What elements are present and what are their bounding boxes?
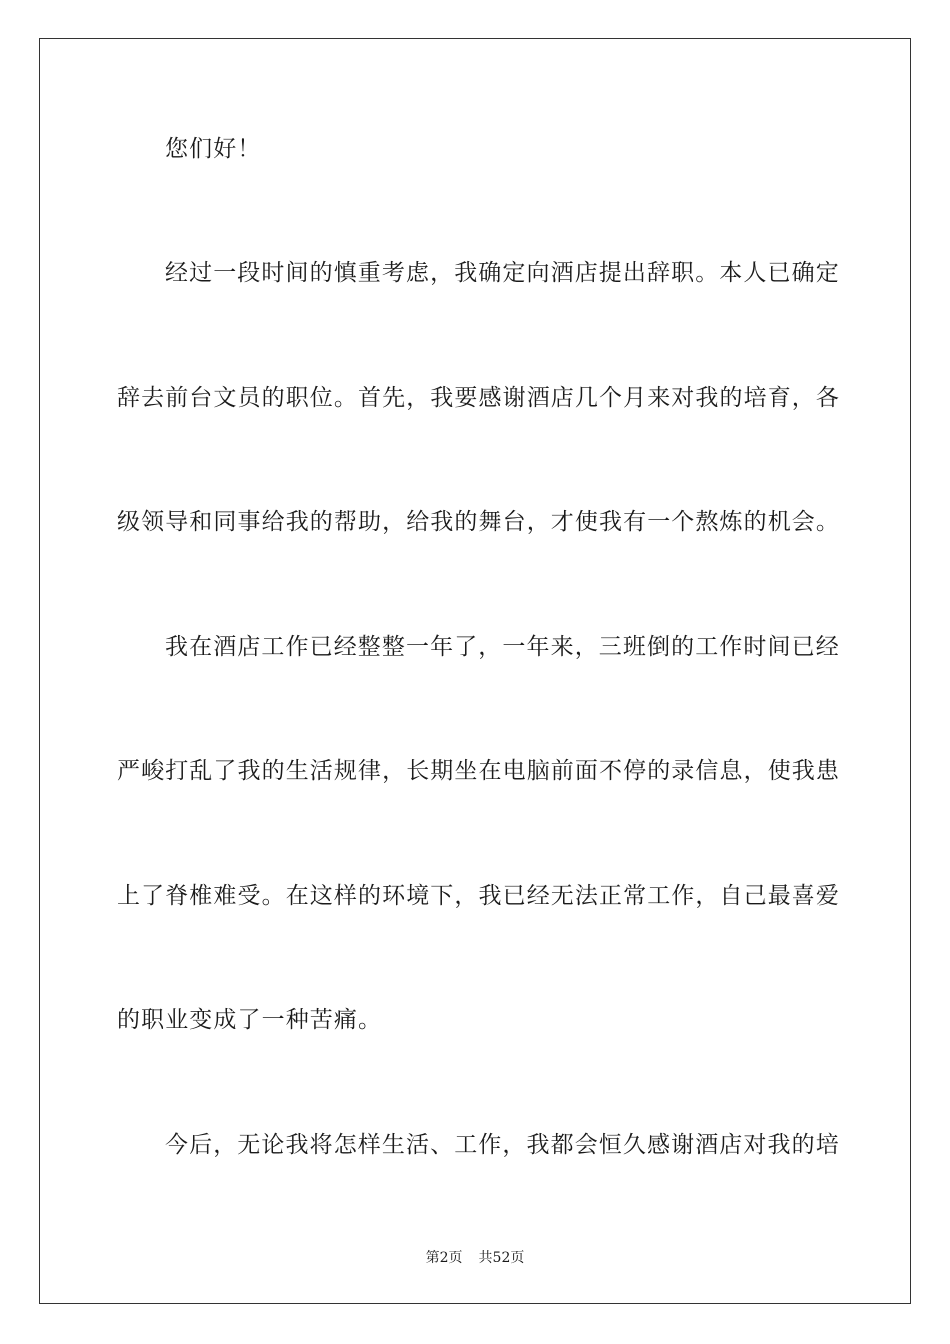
paragraph-line: 上了脊椎难受。在这样的环境下，我已经无法正常工作，自己最喜爱 [117, 883, 840, 909]
greeting-line: 您们好！ [165, 136, 262, 162]
page-border [39, 38, 911, 1304]
paragraph-line: 辞去前台文员的职位。首先，我要感谢酒店几个月来对我的培育，各 [117, 385, 840, 411]
paragraph-line: 严峻打乱了我的生活规律，长期坐在电脑前面不停的录信息，使我患 [117, 758, 840, 784]
page-footer [0, 1248, 950, 1268]
paragraph-line: 的职业变成了一种苦痛。 [117, 1007, 383, 1033]
paragraph-line: 经过一段时间的慎重考虑，我确定向酒店提出辞职。本人已确定 [165, 260, 840, 286]
paragraph-line: 我在酒店工作已经整整一年了，一年来，三班倒的工作时间已经 [165, 634, 840, 660]
page-total: 共52页 [478, 1250, 525, 1266]
page-number: 第2页 [425, 1250, 463, 1266]
paragraph-line: 级领导和同事给我的帮助，给我的舞台，才使我有一个熬炼的机会。 [117, 509, 840, 535]
paragraph-line: 今后，无论我将怎样生活、工作，我都会恒久感谢酒店对我的培 [165, 1132, 840, 1158]
